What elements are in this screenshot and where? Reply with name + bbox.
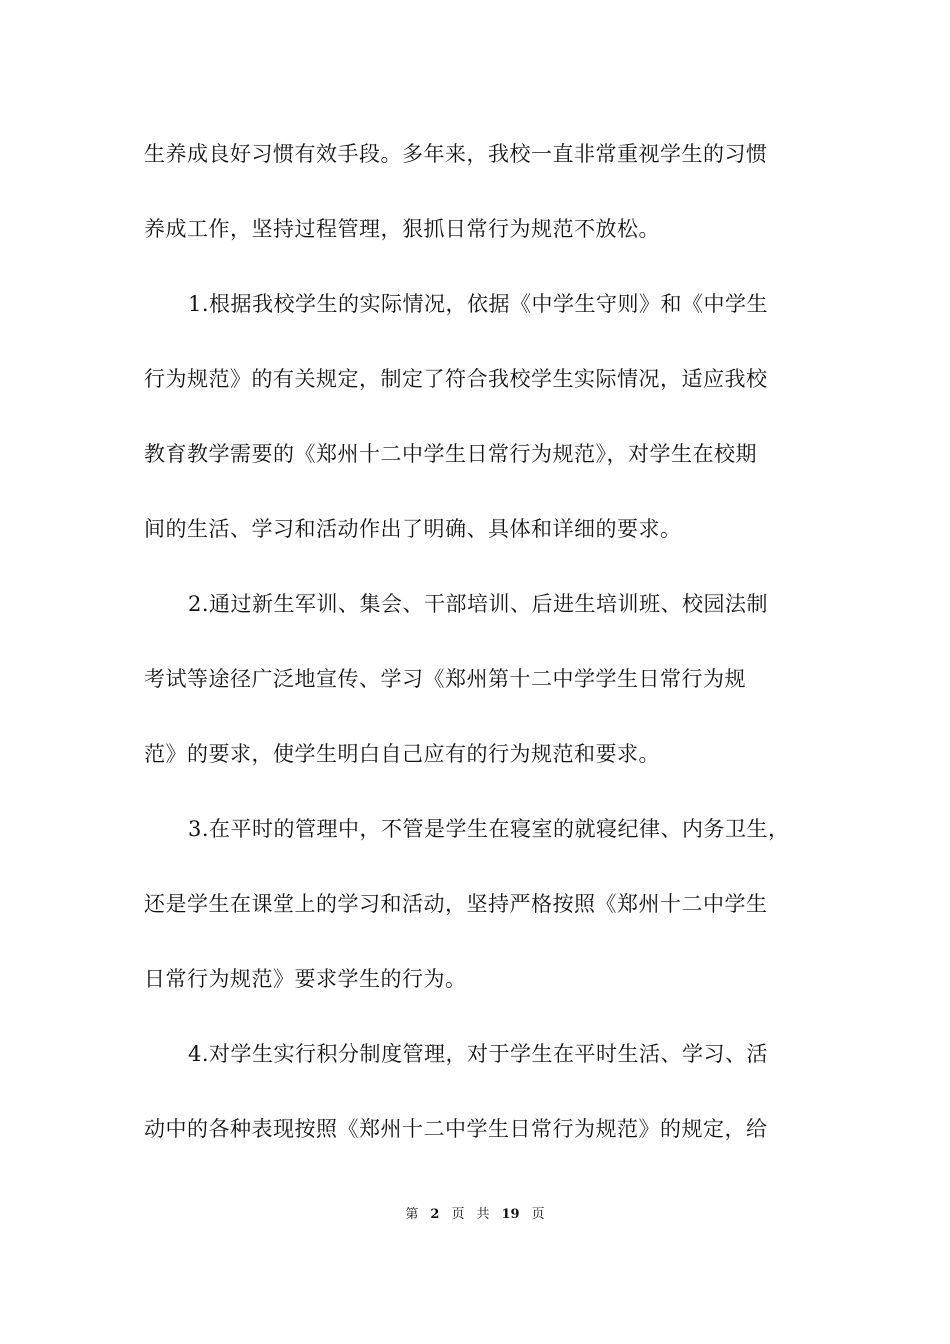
total-pages-number: 19 xyxy=(501,1207,520,1222)
paragraph-line: 2.通过新生军训、集会、干部培训、后进生培训班、校园法制 xyxy=(188,592,769,616)
paragraph-line: 行为规范》的有关规定，制定了符合我校学生实际情况，适应我校 xyxy=(144,367,768,391)
paragraph-line: 还是学生在课堂上的学习和活动，坚持严格按照《郑州十二中学生 xyxy=(144,892,768,916)
paragraph-line: 日常行为规范》要求学生的行为。 xyxy=(144,967,467,991)
paragraph-line: 范》的要求，使学生明白自己应有的行为规范和要求。 xyxy=(144,742,660,766)
footer-prefix: 第 xyxy=(405,1207,419,1222)
paragraph-line: 动中的各种表现按照《郑州十二中学生日常行为规范》的规定，给 xyxy=(144,1117,768,1141)
paragraph-line: 4.对学生实行积分制度管理，对于学生在平时生活、学习、活 xyxy=(188,1042,769,1066)
paragraph-line: 3.在平时的管理中，不管是学生在寝室的就寝纪律、内务卫生， xyxy=(188,817,790,841)
paragraph-line: 教育教学需要的《郑州十二中学生日常行为规范》，对学生在校期 xyxy=(144,442,757,466)
current-page-number: 2 xyxy=(430,1207,440,1222)
page-footer xyxy=(0,1206,950,1224)
paragraph-line: 1.根据我校学生的实际情况，依据《中学生守则》和《中学生 xyxy=(188,292,769,316)
footer-suffix: 页 xyxy=(531,1207,545,1222)
paragraph-line: 养成工作，坚持过程管理，狠抓日常行为规范不放松。 xyxy=(144,217,660,241)
footer-total-word: 共 xyxy=(476,1207,490,1222)
footer-page-word: 页 xyxy=(451,1207,465,1222)
paragraph-line: 间的生活、学习和活动作出了明确、具体和详细的要求。 xyxy=(144,517,682,541)
paragraph-line: 考试等途径广泛地宣传、学习《郑州第十二中学学生日常行为规 xyxy=(144,667,746,691)
paragraph-line: 生养成良好习惯有效手段。多年来，我校一直非常重视学生的习惯 xyxy=(144,142,768,166)
